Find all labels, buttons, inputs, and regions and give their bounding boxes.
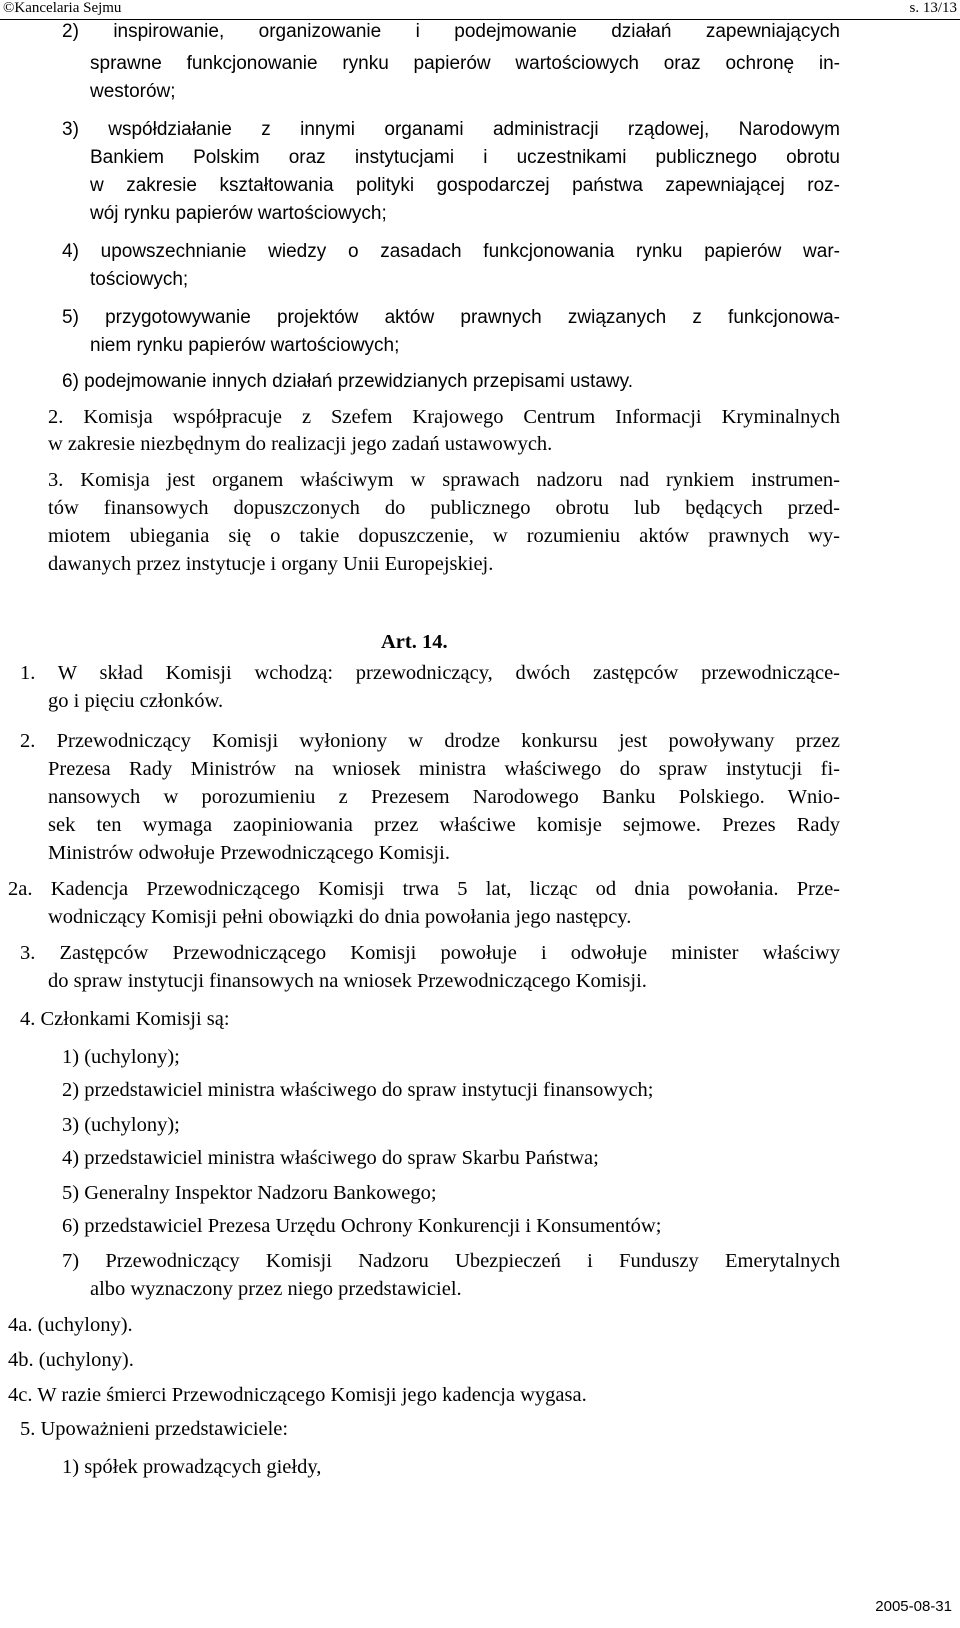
art14-2-line-1: 2. Przewodniczący Komisji wyłoniony w drodze konkursu jest powoływany przez <box>20 730 840 752</box>
art14-4-item-4: 4) przedstawiciel ministra właściwego do spraw Skarbu Państwa; <box>62 1147 599 1169</box>
art14-2-line-5: Ministrów odwołuje Przewodniczącego Komisji. <box>48 842 450 864</box>
footer-date: 2005-08-31 <box>875 1598 952 1615</box>
art14-1-line-2: go i pięciu członków. <box>48 690 224 712</box>
point-3-line-3: w zakresie kształtowania polityki gospodarczej państwa zapewniającej roz- <box>90 175 840 196</box>
article-heading: Art. 14. <box>381 631 448 653</box>
point-5-line-1: 5) przygotowywanie projektów aktów prawnych związanych z funkcjonowa- <box>62 307 840 328</box>
art14-2a-line-1: 2a. Kadencja Przewodniczącego Komisji trwa 5 lat, licząc od dnia powołania. Prze- <box>8 878 840 900</box>
art14-4-line-1: 4. Członkami Komisji są: <box>20 1008 230 1030</box>
point-3-line-2: Bankiem Polskim oraz instytucjami i uczestnikami publicznego obrotu <box>90 147 840 168</box>
art14-1-line-1: 1. W skład Komisji wchodzą: przewodniczący, dwóch zastępców przewodniczące- <box>20 662 840 684</box>
art14-2a-line-2: wodniczący Komisji pełni obowiązki do dnia powołania jego następcy. <box>48 906 632 928</box>
art14-2-line-2: Prezesa Rady Ministrów na wniosek ministra właściwego do spraw instytucji fi- <box>48 758 840 780</box>
para-3-line-1: 3. Komisja jest organem właściwym w sprawach nadzoru nad rynkiem instrumen- <box>48 469 840 491</box>
header-page-number: s. 13/13 <box>909 0 957 16</box>
art14-3-line-2: do spraw instytucji finansowych na wniosek Przewodniczącego Komisji. <box>48 970 647 992</box>
art14-4-item-7-line-1: 7) Przewodniczący Komisji Nadzoru Ubezpieczeń i Funduszy Emerytalnych <box>62 1250 840 1272</box>
art14-4-item-5: 5) Generalny Inspektor Nadzoru Bankowego; <box>62 1182 437 1204</box>
point-3-line-1: 3) współdziałanie z innymi organami administracji rządowej, Narodowym <box>62 119 840 140</box>
art14-4c: 4c. W razie śmierci Przewodniczącego Komisji jego kadencja wygasa. <box>8 1384 587 1406</box>
point-6-line-1: 6) podejmowanie innych działań przewidzianych przepisami ustawy. <box>62 371 633 392</box>
para-3-line-2: tów finansowych dopuszczonych do publicznego obrotu lub będących przed- <box>48 497 840 519</box>
art14-4b: 4b. (uchylony). <box>8 1349 134 1371</box>
art14-4-item-2: 2) przedstawiciel ministra właściwego do spraw instytucji finansowych; <box>62 1079 654 1101</box>
para-3-line-4: dawanych przez instytucje i organy Unii Europejskiej. <box>48 553 494 575</box>
header-copyright: ©Kancelaria Sejmu <box>3 0 122 16</box>
page-header <box>0 0 960 20</box>
point-4-line-2: tościowych; <box>90 269 189 290</box>
para-2-line-1: 2. Komisja współpracuje z Szefem Krajowego Centrum Informacji Kryminalnych <box>48 406 840 428</box>
point-3-line-4: wój rynku papierów wartościowych; <box>90 203 387 224</box>
art14-2-line-3: nansowych w porozumieniu z Prezesem Narodowego Banku Polskiego. Wnio- <box>48 786 840 808</box>
art14-3-line-1: 3. Zastępców Przewodniczącego Komisji powołuje i odwołuje minister właściwy <box>20 942 840 964</box>
point-2-line-1: 2) inspirowanie, organizowanie i podejmowanie działań zapewniających <box>62 21 840 42</box>
art14-2-line-4: sek ten wymaga zaopiniowania przez właściwe komisje sejmowe. Prezes Rady <box>48 814 840 836</box>
para-2-line-2: w zakresie niezbędnym do realizacji jego zadań ustawowych. <box>48 433 553 455</box>
point-4-line-1: 4) upowszechnianie wiedzy o zasadach funkcjonowania rynku papierów war- <box>62 241 840 262</box>
art14-5-line-1: 5. Upoważnieni przedstawiciele: <box>20 1418 289 1440</box>
point-5-line-2: niem rynku papierów wartościowych; <box>90 335 400 356</box>
art14-4-item-1: 1) (uchylony); <box>62 1046 180 1068</box>
art14-4-item-6: 6) przedstawiciel Prezesa Urzędu Ochrony Konkurencji i Konsumentów; <box>62 1215 662 1237</box>
point-2-line-2: sprawne funkcjonowanie rynku papierów wartościowych oraz ochronę in- <box>90 53 840 74</box>
art14-4a: 4a. (uchylony). <box>8 1314 133 1336</box>
art14-4-item-3: 3) (uchylony); <box>62 1114 180 1136</box>
art14-4-item-7-line-2: albo wyznaczony przez niego przedstawiciel. <box>90 1278 462 1300</box>
art14-5-item-1: 1) spółek prowadzących giełdy, <box>62 1456 322 1478</box>
para-3-line-3: miotem ubiegania się o takie dopuszczenie, w rozumieniu aktów prawnych wy- <box>48 525 840 547</box>
point-2-line-3: westorów; <box>90 81 176 102</box>
